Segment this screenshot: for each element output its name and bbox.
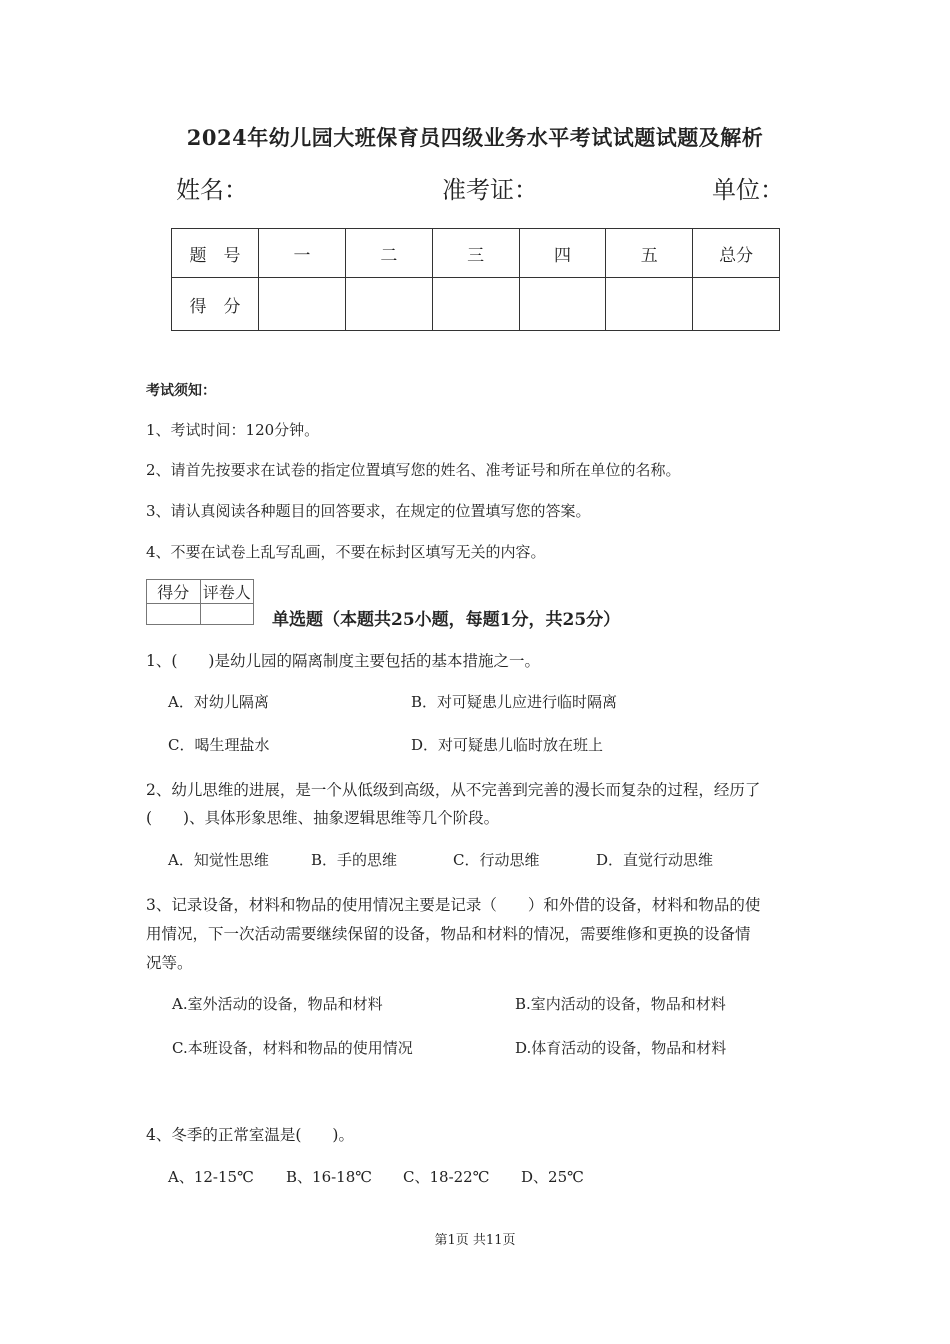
column-3: 三 [432,229,519,278]
exam-number-label: 准考证： [442,176,538,204]
question-4-stem: 4、冬季的正常室温是( )。 [146,1126,354,1144]
question-1-stem: 1、( )是幼儿园的隔离制度主要包括的基本措施之一。 [146,652,540,670]
question-2-stem: 2、幼儿思维的进展，是一个从低级到高级，从不完善到完善的漫长而复杂的过程，经历了 [146,781,761,799]
question-4-option-c: C、18-22℃ [403,1168,490,1186]
notice-item: 3、请认真阅读各种题目的回答要求，在规定的位置填写您的答案。 [146,502,591,520]
question-4-option-d: D、25℃ [521,1168,584,1186]
page-footer: 第1页 共11页 [434,1233,516,1248]
score-table-score-row [172,278,780,331]
question-1-option-b: B．对可疑患儿应进行临时隔离 [411,693,618,711]
grader-score-cell [147,604,201,625]
score-table-header-row [172,229,780,278]
notice-item: 4、不要在试卷上乱写乱画，不要在标封区填写无关的内容。 [146,543,546,561]
notice-item: 1、考试时间：120分钟。 [146,421,320,439]
score-cell [432,278,519,331]
question-3-option-b: B.室内活动的设备，物品和材料 [515,995,726,1013]
score-table [171,228,780,331]
column-2: 二 [345,229,432,278]
column-total: 总分 [693,229,780,278]
score-cell [693,278,780,331]
question-2-option-c: C．行动思维 [453,851,540,869]
page-title: 2024年幼儿园大班保育员四级业务水平考试试题试题及解析 [186,125,764,150]
grader-box [146,579,254,625]
question-2-option-a: A．知觉性思维 [168,851,269,869]
score-cell [345,278,432,331]
question-1-option-a: A．对幼儿隔离 [168,693,269,711]
score-cell [259,278,346,331]
column-4: 四 [519,229,606,278]
grader-name-label: 评卷人 [200,580,254,604]
question-3-stem-continued: 用情况，下一次活动需要继续保留的设备，物品和材料的情况，需要维修和更换的设备情 [146,925,751,943]
question-3-stem-continued: 况等。 [146,954,193,972]
grader-name-cell [200,604,254,625]
question-number-label: 题 号 [172,229,259,278]
question-1-option-c: C．喝生理盐水 [168,736,270,754]
question-1-option-d: D．对可疑患儿临时放在班上 [411,736,604,754]
question-2-option-d: D．直觉行动思维 [596,851,714,869]
score-cell [606,278,693,331]
question-2-option-b: B．手的思维 [311,851,398,869]
column-1: 一 [259,229,346,278]
column-5: 五 [606,229,693,278]
question-3-option-a: A.室外活动的设备，物品和材料 [172,995,383,1013]
grader-score-label: 得分 [147,580,201,604]
question-4-option-a: A、12-15℃ [168,1168,254,1186]
question-3-option-c: C.本班设备，材料和物品的使用情况 [172,1039,413,1057]
score-label: 得 分 [172,278,259,331]
score-cell [519,278,606,331]
question-4-option-b: B、16-18℃ [286,1168,373,1186]
section-title: 单选题（本题共25小题，每题1分，共25分） [272,610,621,630]
question-3-option-d: D.体育活动的设备，物品和材料 [515,1039,727,1057]
name-label: 姓名： [176,176,248,204]
notice-item: 2、请首先按要求在试卷的指定位置填写您的姓名、准考证号和所在单位的名称。 [146,461,681,479]
notice-heading: 考试须知： [146,383,216,399]
unit-label: 单位： [712,176,784,204]
question-2-stem-continued: ( )、具体形象思维、抽象逻辑思维等几个阶段。 [146,809,500,827]
question-3-stem: 3、记录设备，材料和物品的使用情况主要是记录（ ）和外借的设备，材料和物品的使 [146,896,761,914]
